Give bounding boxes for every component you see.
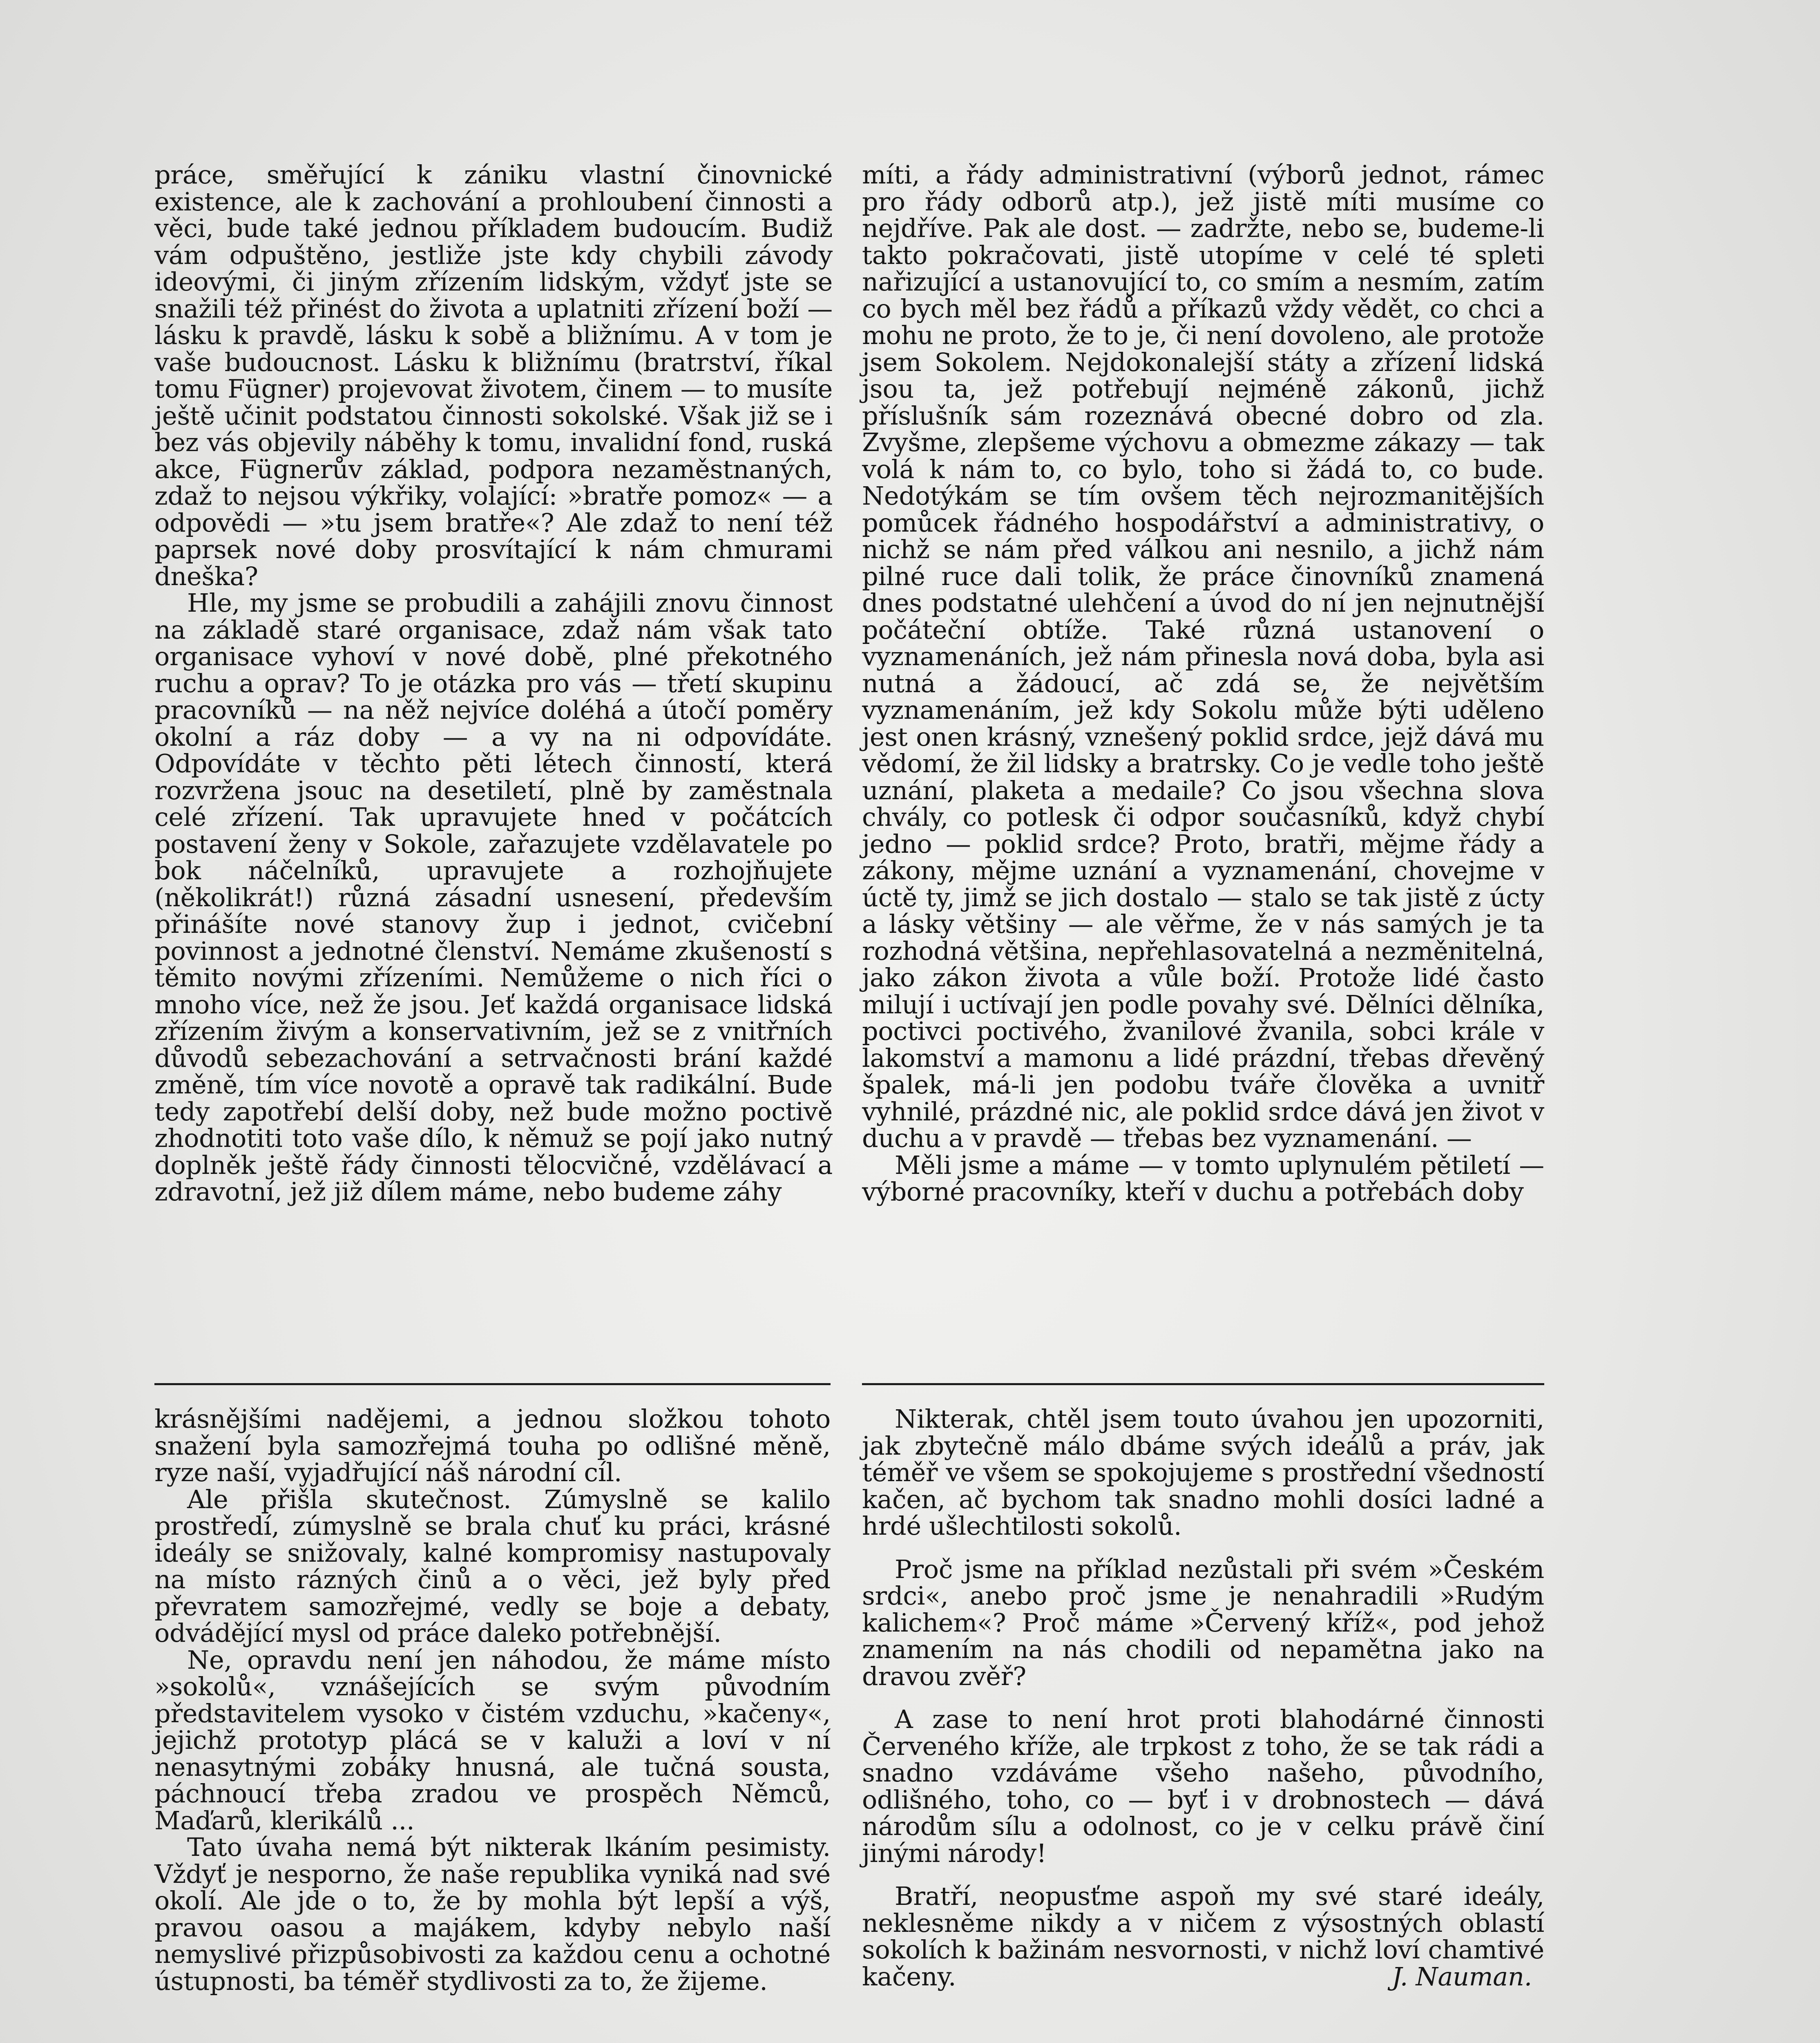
column-top-left — [154, 161, 833, 1205]
paragraph: krásnějšími nadějemi, a jednou složkou tohoto snažení byla samozřejmá touha po odlišné měně, ryze naší, vyjadřující náš národní cíl. — [154, 1404, 831, 1487]
column-bottom-left — [154, 1406, 831, 1994]
paragraph: Proč jsme na příklad nezůstali při svém »Českém srdci«, anebo proč jsme je nenahradili »Rudým kalichem«? Proč máme »Červený kříž«, pod jehož znamením na nás chodili od nepamětna jako na dravou zvěř? — [862, 1554, 1544, 1691]
paragraph: Nikterak, chtěl jsem touto úvahou jen upozorniti, jak zbytečně málo dbáme svých ideálů a práv, jak téměř ve všem se spokojujeme s prostřední všedností kačen, ač bychom tak snadno mohli dosíci ladné a hrdé ušlechtilosti sokolů. — [862, 1404, 1544, 1541]
author-signature: J. Nauman. — [1392, 1961, 1532, 1992]
section-divider-left — [154, 1383, 831, 1385]
paragraph: Měli jsme a máme — v tomto uplynulém pětiletí — výborné pracovníky, kteří v duchu a potřebách doby — [862, 1150, 1544, 1207]
column-bottom-right — [862, 1406, 1544, 1990]
closing-paragraph — [862, 1883, 1544, 1990]
paragraph: A zase to není hrot proti blahodárné činnosti Červeného kříže, ale trpkost z toho, že se tak rádi a snadno vzdáváme všeho našeho, původního, odlišného, toho, co — byť i v drobnostech — dává národům sílu a odolnost, co je v celku právě činí jinými národy! — [862, 1704, 1544, 1868]
paragraph: Tato úvaha nemá být nikterak lkáním pesimisty. Vždyť je nesporno, že naše republika vyniká nad své okolí. Ale jde o to, že by mohla být lepší a výš, pravou oasou a majákem, kdyby nebylo naší nemyslivé přizpůsobivosti za každou cenu a ochotné ústupnosti, ba téměř stydlivosti za to, že žijeme. — [154, 1832, 831, 1996]
paragraph: Ale přišla skutečnost. Zúmyslně se kalilo prostředí, zúmyslně se brala chuť ku práci, krásné ideály se snižovaly, kalné kompromisy nastupovaly na místo rázných činů a o věci, jež byly před převratem samozřejmé, vedly se boje a debaty, odvádějící mysl od práce daleko potřebnější. — [154, 1484, 831, 1648]
paragraph: míti, a řády administrativní (výborů jednot, rámec pro řády odborů atp.), jež jistě míti musíme co nejdříve. Pak ale dost. — zadržte, nebo se, budeme-li takto pokračovati, jistě utopíme v celé té spleti nařizující a ustanovující to, co smím a nesmím, zatím co bych měl bez řádů a příkazů vždy vědět, co chci a mohu ne proto, že to je, či není dovoleno, ale protože jsem Sokolem. Nejdokonalejší státy a zřízení lidská jsou ta, jež potřebují nejméně zákonů, jichž příslušník sám rozeznává obecné dobro od zla. Zvyšme, zlepšeme výchovu a obmezme zákazy — tak volá k nám to, co bylo, toho si žádá to, co bude. Nedotýkám se tím ovšem těch nejrozmanitějších pomůcek řádného hospodářství a administrativy, o nichž se nám před válkou ani nesnilo, a jichž nám pilné ruce dali tolik, že práce činovníků znamená dnes podstatné ulehčení a úvod do ní jen nejnutnější počáteční obtíže. Také různá ustanovení o vyznamenáních, jež nám přinesla nová doba, byla asi nutná a žádoucí, ač zdá se, že největším vyznamenáním, jež kdy Sokolu může býti uděleno jest onen krásný, vznešený poklid srdce, jejž dává mu vědomí, že žil lidsky a bratrsky. Co je vedle toho ještě uznání, plaketa a medaile? Co jsou všechna slova chvály, co potlesk či odpor současníků, když chybí jedno — poklid srdce? Proto, bratři, mějme řády a zákony, mějme uznání a vyznamenání, chovejme v úctě ty, jimž se jich dostalo — stalo se tak jistě z úcty a lásky většiny — ale věřme, že v nás samých je ta rozhodná většina, nepřehlasovatelná a nezměnitelná, jako zákon života a vůle boží. Protože lidé často milují i uctívají jen podle povahy své. Dělníci dělníka, poctivci poctivého, žvanilové žvanila, sobci krále v lakomství a mamonu a lidé prázdní, třebas dřevěný špalek, má-li jen podobu tváře člověka a uvnitř vyhnilé, prázdné nic, ale poklid srdce dává jen život v duchu a v pravdě — třebas bez vyznamenání. — — [862, 160, 1544, 1153]
section-divider-right — [862, 1383, 1544, 1385]
paragraph: Ne, opravdu není jen náhodou, že máme místo »sokolů«, vznášejících se svým původním představitelem vysoko v čistém vzduchu, »kačeny«, jejichž prototyp plácá se v kaluži a loví v ní nenasytnými zobáky hnusná, ale tučná sousta, páchnoucí třeba zradou ve prospěch Němců, Maďarů, klerikálů ... — [154, 1645, 831, 1835]
paragraph-text: Bratří, neopusťme aspoň my své staré ideály, neklesněme nikdy a v ničem z výsostných oblastí sokolích k bažinám nesvornosti, v nichž loví chamtivé kačeny. — [862, 1881, 1544, 1992]
paragraph: Hle, my jsme se probudili a zahájili znovu činnost na základě staré organisace, zdaž nám však tato organisace vyhoví v nové době, plné překotného ruchu a oprav? To je otázka pro vás — třetí skupinu pracovníků — na něž nejvíce doléhá a útočí poměry okolní a ráz doby — a vy na ni odpovídáte. Odpovídáte v těchto pěti létech činností, která rozvržena jsouc na desetiletí, plně by zaměstnala celé zřízení. Tak upravujete hned v počátcích postavení ženy v Sokole, zařazujete vzdělavatele po bok náčelníků, upravujete a rozhojňujete (několikrát!) různá zásadní usnesení, především přinášíte nové stanovy žup i jednot, cvičební povinnost a jednotné členství. Nemáme zkušeností s těmito novými zřízeními. Nemůžeme o nich říci o mnoho více, než že jsou. Jeť každá organisace lidská zřízením živým a konservativním, jež se z vnitřních důvodů sebezachování a setrvačnosti brání každé změně, tím více novotě a opravě tak radikální. Bude tedy zapotřebí delší doby, než bude možno poctivě zhodnotiti toto vaše dílo, k němuž se pojí jako nutný doplněk ještě řády činnosti tělocvičné, vzdělávací a zdravotní, jež již dílem máme, nebo budeme záhy — [154, 588, 833, 1207]
column-top-right — [862, 161, 1544, 1205]
paragraph: práce, směřující k zániku vlastní činovnické existence, ale k zachování a prohloubení činnosti a věci, bude také jednou příkladem budoucím. Budiž vám odpuštěno, jestliže jste kdy chybili závody ideovými, či jiným zřízením lidským, vždyť jste se snažili též přinést do života a uplatniti zřízení boží — lásku k pravdě, lásku k sobě a bližnímu. A v tom je vaše budoucnost. Lásku k bližnímu (bratrství, říkal tomu Fügner) projevovat životem, činem — to musíte ještě učinit podstatou činnosti sokolské. Však již se i bez vás objevily náběhy k tomu, invalidní fond, ruská akce, Fügnerův základ, podpora nezaměstnaných, zdaž to nejsou výkřiky, volající: »bratře pomoz« — a odpovědi — »tu jsem bratře«? Ale zdaž to není též paprsek nové doby prosvítající k nám chmurami dneška? — [154, 160, 833, 591]
